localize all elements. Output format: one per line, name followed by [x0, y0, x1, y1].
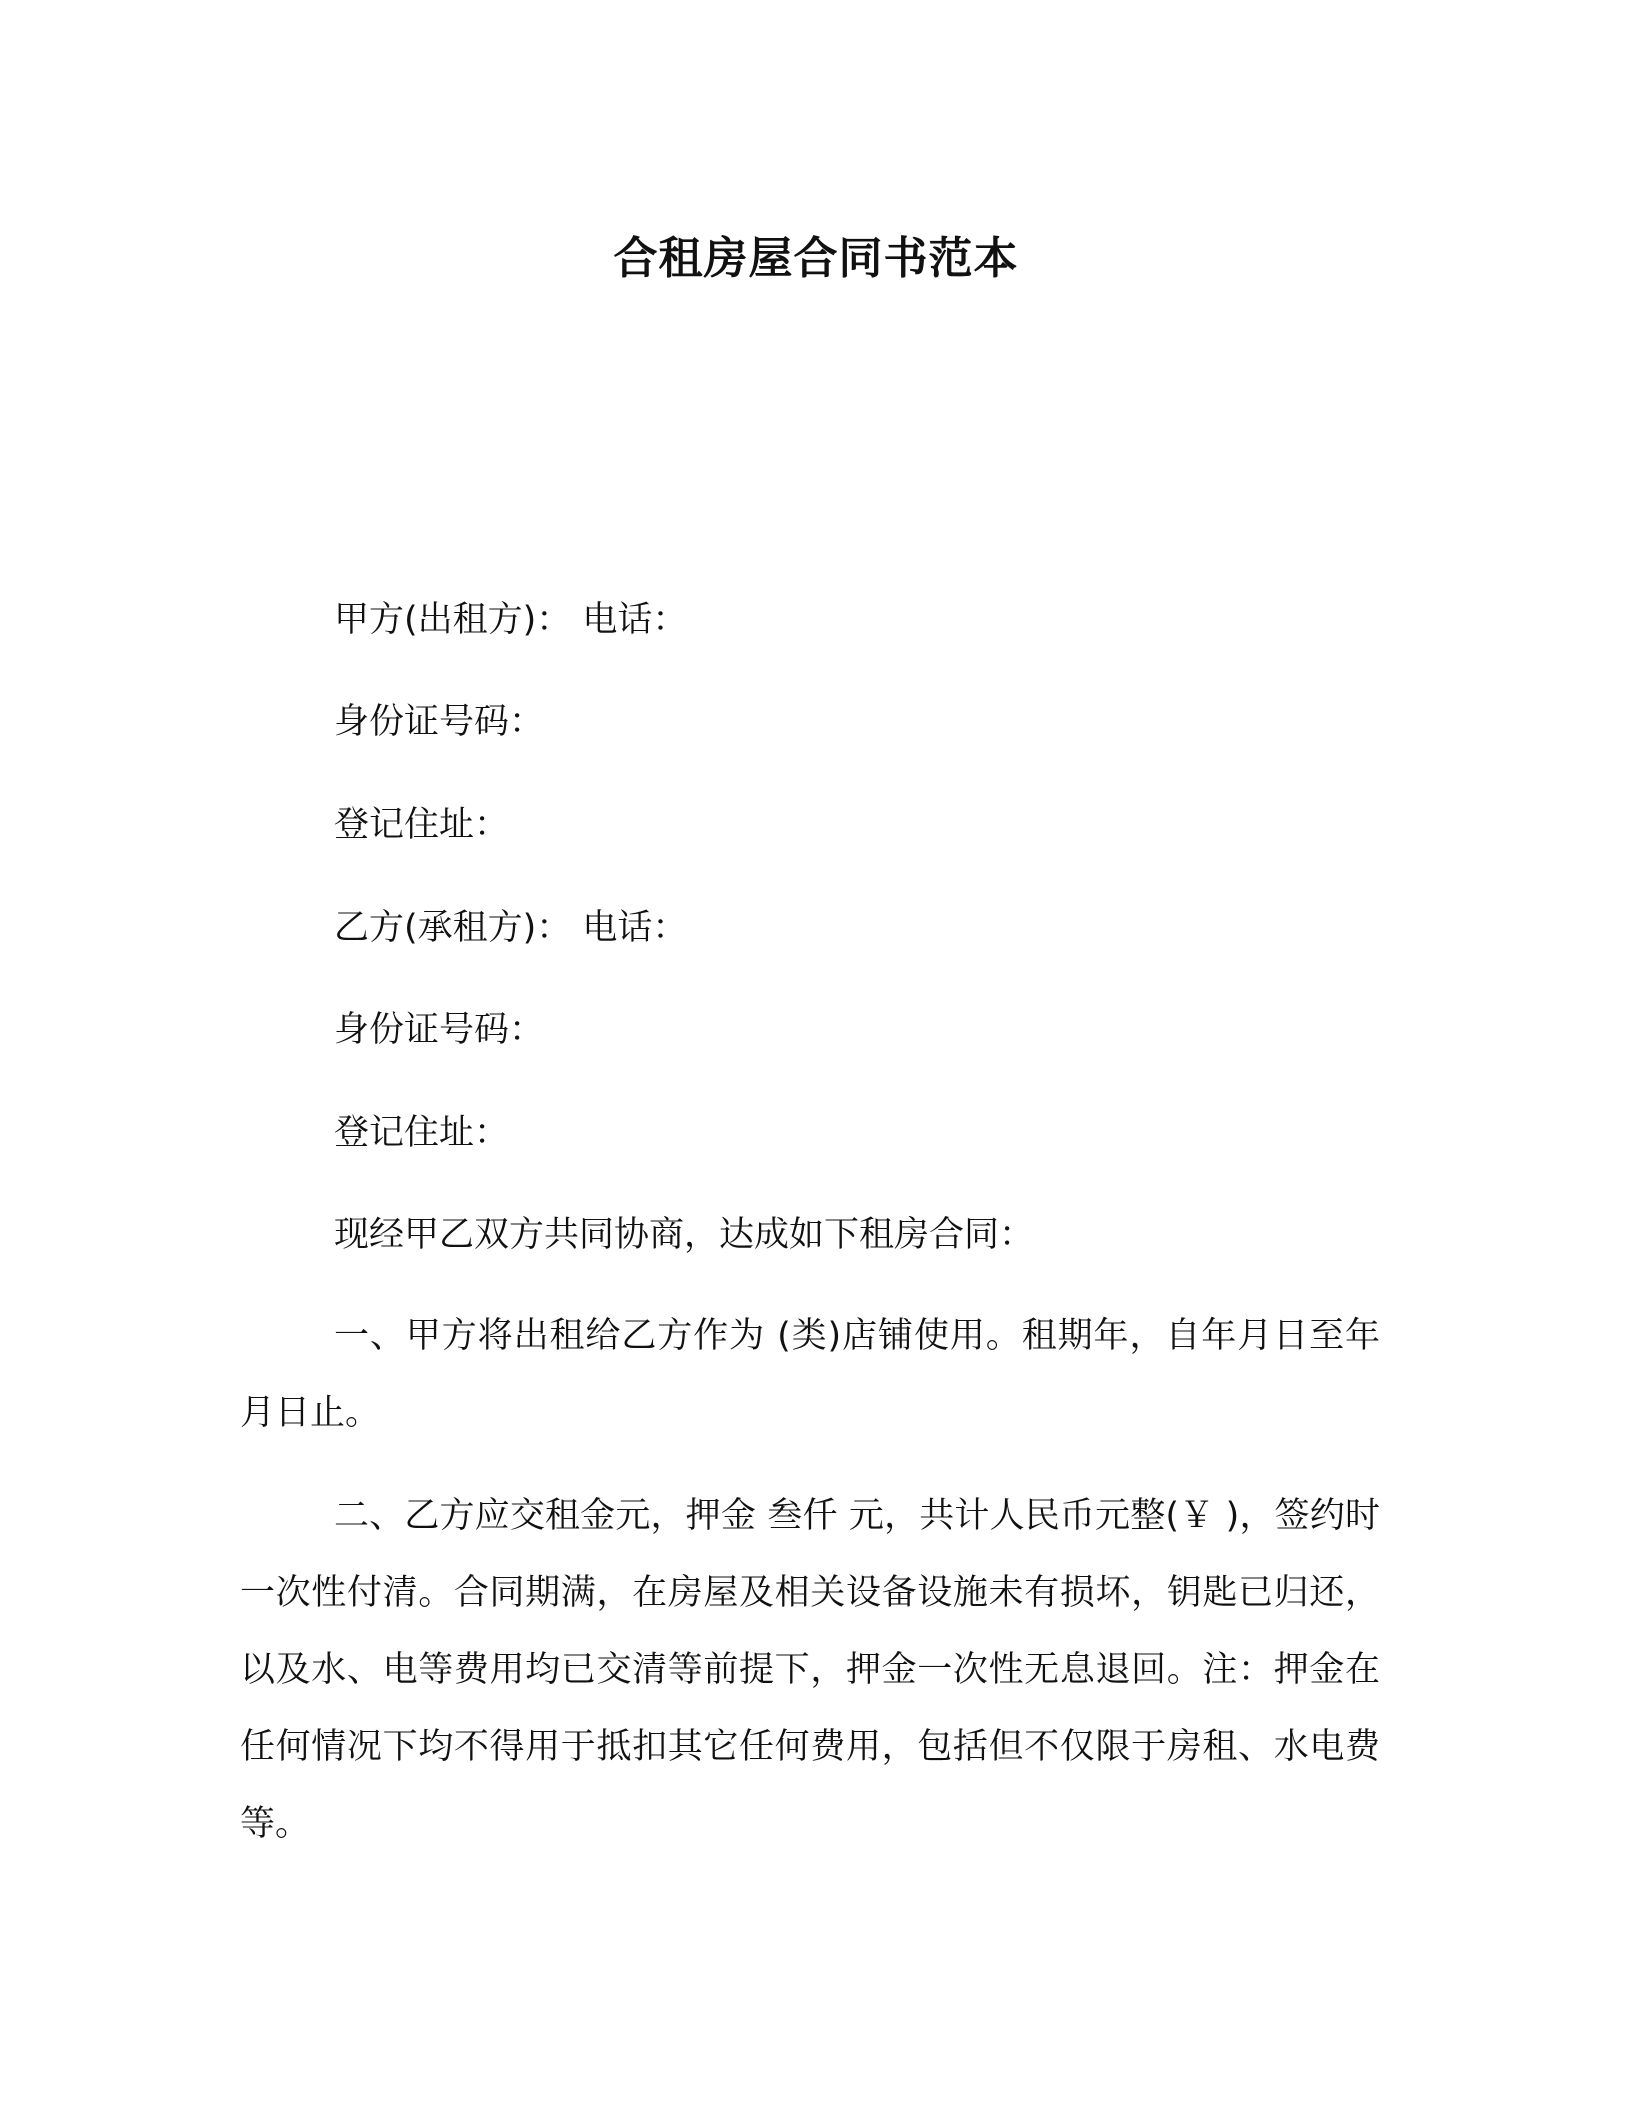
party-b-name-phone: 乙方(承租方)： 电话：	[334, 908, 688, 948]
party-b-address: 登记住址：	[334, 1113, 510, 1153]
party-a-address: 登记住址：	[334, 805, 510, 845]
party-a-id-number: 身份证号码：	[334, 702, 545, 742]
contract-intro: 现经甲乙双方共同协商，达成如下租房合同：	[334, 1215, 1035, 1255]
clause-2: 二、乙方应交租金元，押金 叁仟 元，共计人民币元整(￥ )，签约时一次性付清。合同期满，在房屋及相关设备设施未有损坏，钥匙已归还，以及水、电等费用均已交清等前提下，押金一次性无息退回。注：押金在任何情况下均不得用于抵扣其它任何费用，包括但不仅限于房租、水电费等。	[240, 1496, 1380, 1844]
document-title: 合租房屋合同书范本	[613, 233, 1019, 284]
party-a-name-phone: 甲方(出租方)： 电话：	[334, 600, 688, 640]
party-b-id-number: 身份证号码：	[334, 1010, 545, 1050]
clause-1: 一、甲方将出租给乙方作为 (类)店铺使用。租期年，自年月日至年月日止。	[240, 1316, 1380, 1433]
